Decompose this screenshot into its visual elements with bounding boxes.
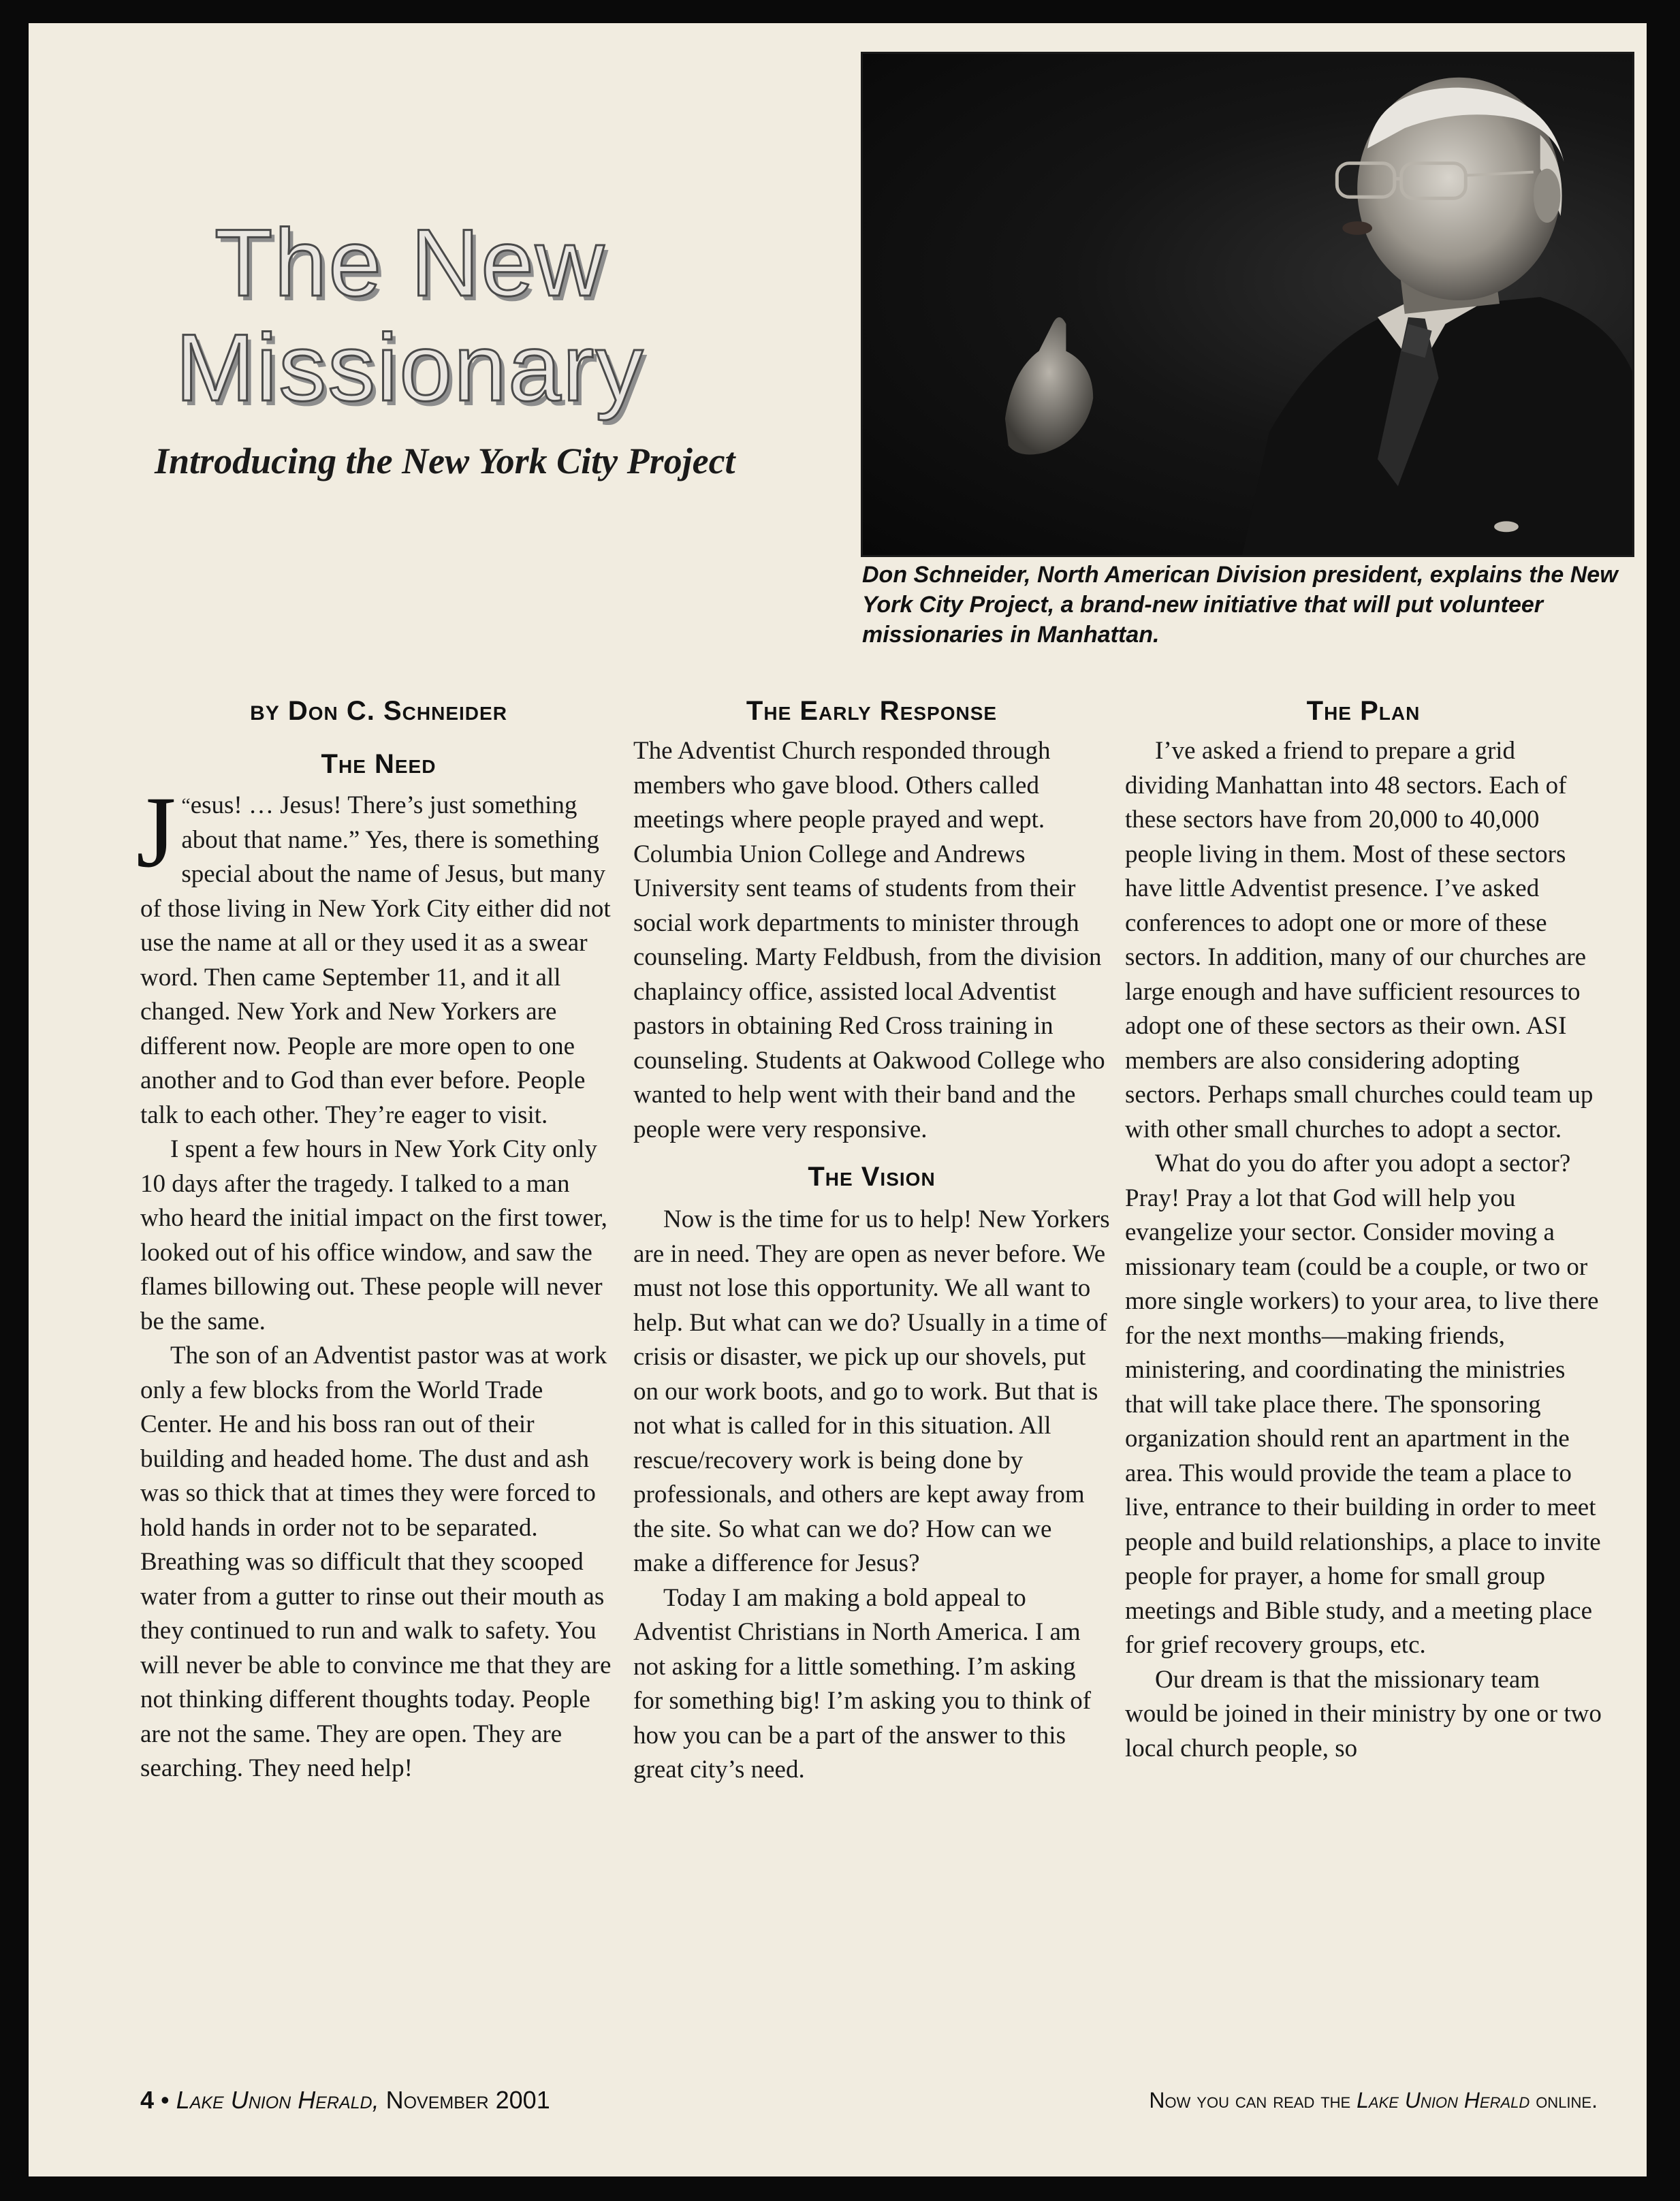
need-paragraph-2: I spent a few hours in New York City only 10 days after the tragedy. I talked to a man who heard the initial impact on the first tower, looked out of his office window, and saw the flames billowing out. These people will never be the same. — [140, 1135, 607, 1335]
section-heading-vision: The Vision — [808, 1162, 936, 1192]
magazine-page — [29, 23, 1647, 2176]
section-heading-early-response: The Early Response — [746, 696, 998, 726]
article-title-line-2: Missionary — [175, 314, 645, 421]
footer-bullet: • — [161, 2086, 170, 2114]
column-1 — [136, 691, 617, 1786]
vision-paragraph-1: Now is the time for us to help! New Yorkers are in need. They are open as never before. We must not lose this opportunity. We all want to help. But what can we do? Usually in a time of crisis or disaster, we pick up our shovels, put on our work boots, and go to work. But that is not what is called for in this situation. All rescue/recovery work is being done by professionals, and others are kept away from the site. So what can we do? How can we make a difference for Jesus? — [633, 1205, 1110, 1577]
speaker-photo-illustration — [863, 54, 1632, 555]
plan-paragraph-2: What do you do after you adopt a sector? Pray! Pray a lot that God will help you evangelize your sector. Consider moving a missionary team (could be a couple, or two or more single workers) to your area, to live there for the next months—making friends, ministering, and coordinating the ministries that will take place there. The sponsoring organization should rent an apartment in the area. This would provide the team a place to live, entrance to their building in order to meet people and build relationships, a place to invite people for prayer, a home for small group meetings and Bible study, and a meeting place for grief recovery groups, etc. — [1125, 1150, 1601, 1659]
byline-name: Don C. Schneider — [287, 696, 507, 726]
footer-folio — [140, 2086, 550, 2115]
footer-publication: Lake Union Herald, — [176, 2086, 379, 2114]
open-quote: “ — [181, 794, 191, 817]
photo-caption: Don Schneider, North American Division president, explains the New York City Project, a brand-new initiative that will put volunteer missionaries in Manhattan. — [862, 562, 1618, 648]
footer-right-prefix: Now you can read the — [1149, 2088, 1351, 2112]
footer-right-suffix: online. — [1536, 2088, 1598, 2112]
vision-paragraph-2: Today I am making a bold appeal to Adventist Christians in North America. I am not asking for a little something. I’m asking for something big! I’m asking you to think of how you can be a part of the answer to this great city’s need. — [633, 1583, 1092, 1784]
section-heading-need: The Need — [321, 749, 437, 779]
early-response-paragraph-1: The Adventist Church responded through members who gave blood. Others called meetings where people prayed and wept. Columbia Union College and Andrews University sent teams of students from their social work departments to minister through counseling. Marty Feldbush, from the division chaplaincy office, assisted local Adventist pastors in obtaining Red Cross training in counseling. Students at Oakwood College who wanted to help went with their band and the people were very responsive. — [633, 737, 1105, 1143]
article-subtitle: Introducing the New York City Project — [155, 441, 735, 481]
drop-cap: J — [136, 776, 176, 889]
column-2 — [633, 691, 1110, 1788]
page-number: 4 — [140, 2086, 155, 2114]
footer-issue: November 2001 — [385, 2086, 550, 2114]
column-3 — [1125, 691, 1602, 1766]
footer-online-notice — [1149, 2088, 1598, 2113]
speaker-photo — [861, 52, 1634, 557]
section-heading-plan: The Plan — [1306, 696, 1421, 726]
byline-prefix: BY — [250, 702, 280, 725]
need-paragraph-1 — [136, 776, 617, 1133]
plan-paragraph-3: Our dream is that the missionary team would be joined in their ministry by one or two local church people, so — [1125, 1665, 1602, 1762]
byline — [140, 691, 617, 734]
plan-paragraph-1: I’ve asked a friend to prepare a grid dividing Manhattan into 48 sectors. Each of these sectors have from 20,000 to 40,000 people living in them. Most of these sectors have little Adventist presence. I’ve asked conferences to adopt one or more of these sectors. In addition, many of our churches are large enough and have sufficient resources to adopt one of these sectors as their own. ASI members are also considering adopting sectors. Perhaps small churches could team up with other small churches to adopt a sector. — [1125, 737, 1594, 1143]
need-paragraph-1-text: esus! … Jesus! There’s just something about that name.” Yes, there is something special about the name of Jesus, but many of those living in New York City either did not use the name at all or they used it as a swear word. Then came September 11, and it all changed. New York and New Yorkers are different now. People are more open to one another and to God than ever before. People talk to each other. They’re eager to visit. — [140, 791, 611, 1129]
article-title-line-1: The New — [214, 209, 606, 316]
need-paragraph-3: The son of an Adventist pastor was at work only a few blocks from the World Trade Center. He and his boss ran out of their building and headed home. The dust and ash was so thick that at times they were forced to hold hands in order not to be separated. Breathing was so difficult that they scooped water from a gutter to rinse out their mouth as they continued to run and walk to safety. You will never be able to convince me that they are not thinking different thoughts today. People are not the same. They are open. They are searching. They need help! — [140, 1342, 612, 1782]
footer-right-publication: Lake Union Herald — [1357, 2088, 1530, 2112]
